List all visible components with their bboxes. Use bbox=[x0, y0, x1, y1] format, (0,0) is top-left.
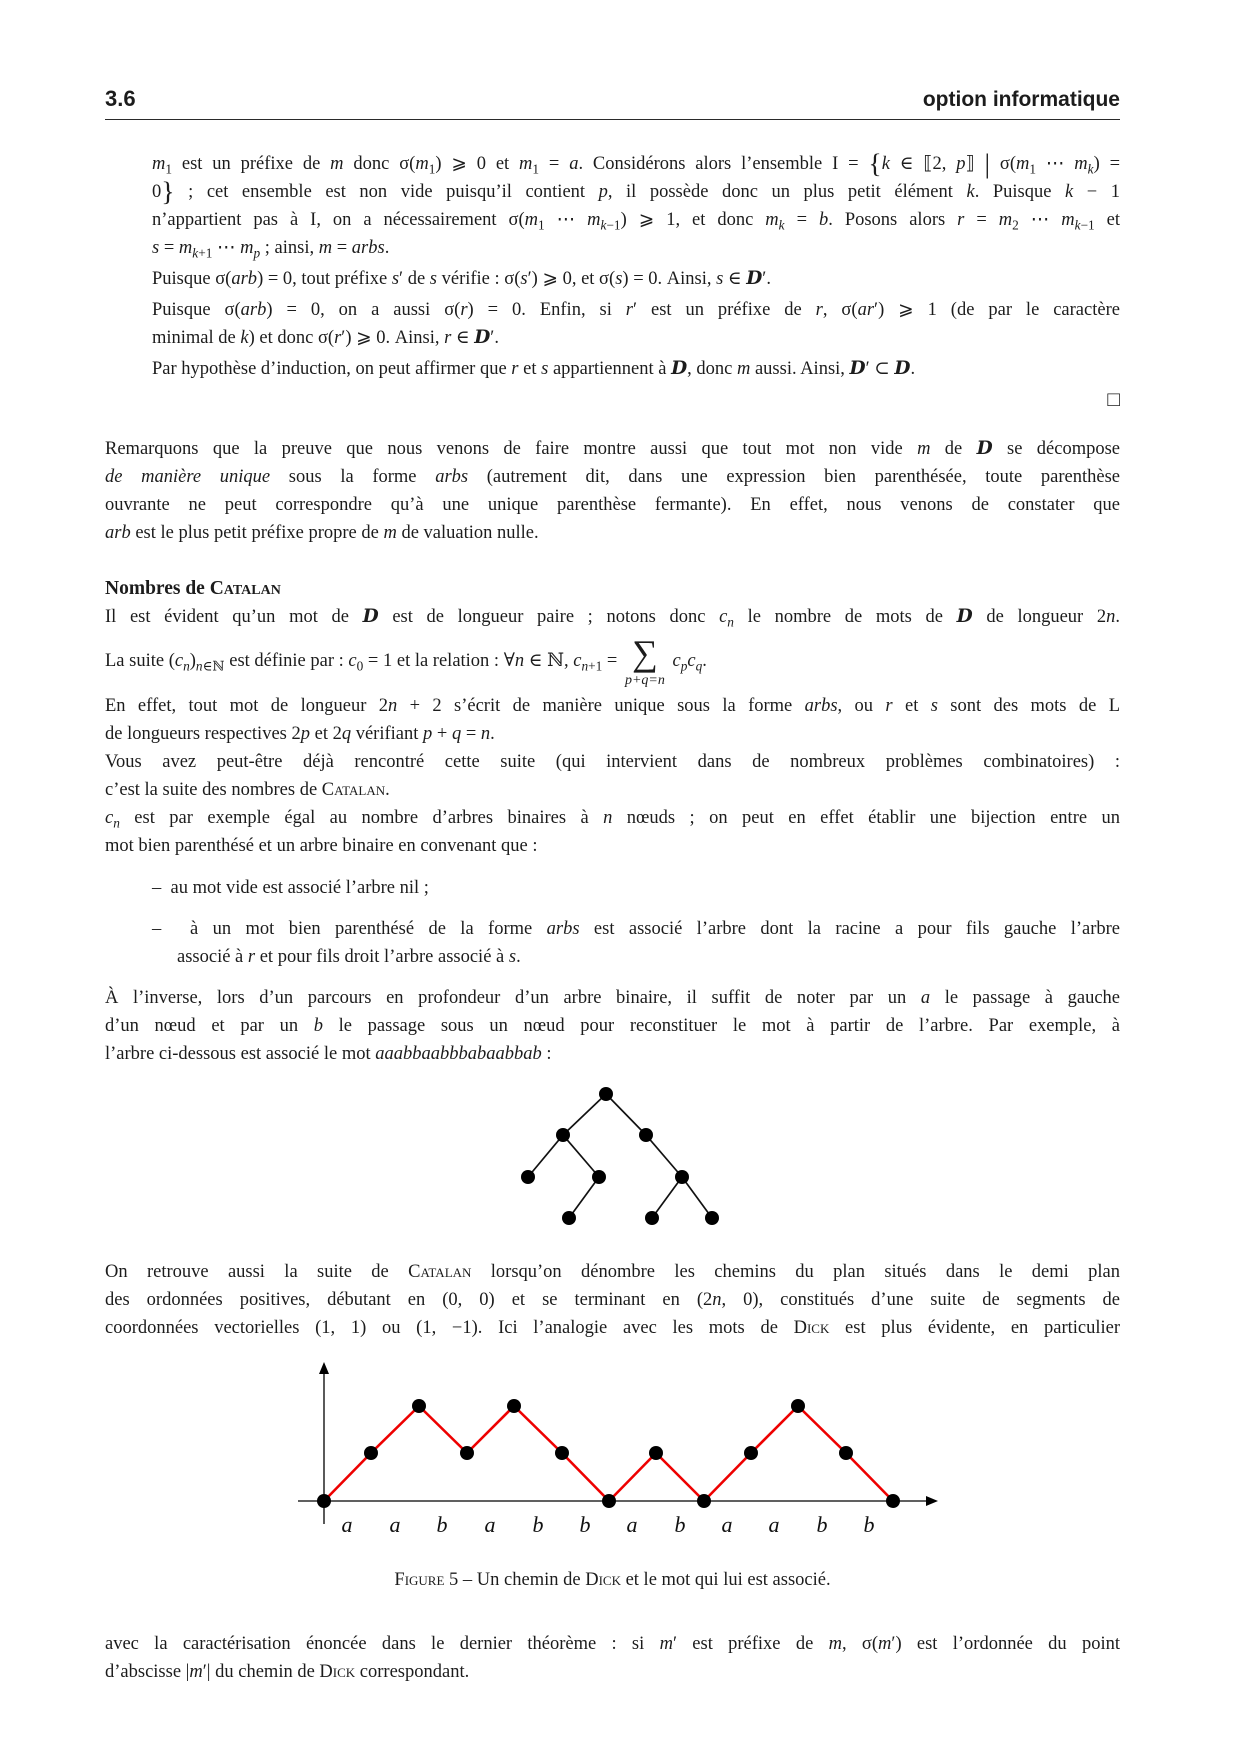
step-label: b bbox=[674, 1512, 686, 1537]
section-number: 3.6 bbox=[105, 86, 136, 111]
step-label: a bbox=[389, 1512, 401, 1537]
text-line: ouvrante ne peut correspondre qu’à une unique parenthèse fermante). En effet, nous venons de constater que bbox=[105, 495, 1120, 516]
step-label: b bbox=[532, 1512, 544, 1537]
figure-caption: Figure 5 – Un chemin de Dick et le mot qui lui est associé. bbox=[394, 1570, 831, 1591]
text-line: avec la caractérisation énoncée dans le dernier théorème : si m′ est préfixe de m, σ(m′) est l’ordonnée du point bbox=[105, 1634, 1120, 1655]
tree-edge bbox=[563, 1094, 606, 1135]
path-segment bbox=[467, 1406, 514, 1453]
header-rule bbox=[105, 119, 1120, 120]
tree-node-RR bbox=[675, 1170, 689, 1184]
path-node-3 bbox=[460, 1446, 474, 1460]
path-node-5 bbox=[555, 1446, 569, 1460]
path-segment bbox=[704, 1453, 751, 1501]
path-node-4 bbox=[507, 1399, 521, 1413]
step-label: a bbox=[721, 1512, 733, 1537]
path-segment bbox=[846, 1453, 893, 1501]
tree-node-RRL bbox=[645, 1211, 659, 1225]
path-segment bbox=[751, 1406, 798, 1453]
text-line: On retrouve aussi la suite de Catalan lorsqu’on dénombre les chemins du plan situés dans le demi plan bbox=[105, 1262, 1120, 1283]
dyck-path-figure bbox=[292, 1358, 948, 1536]
tree-node-root bbox=[599, 1087, 613, 1101]
path-node-6 bbox=[602, 1494, 616, 1508]
tree-edge bbox=[652, 1177, 682, 1218]
path-segment bbox=[419, 1406, 467, 1453]
text-column bbox=[105, 0, 1120, 1686]
text-line: des ordonnées positives, débutant en (0, 0) et se terminant en (2n, 0), constitués d’une suite de segments de bbox=[105, 1290, 1120, 1311]
step-label: a bbox=[626, 1512, 638, 1537]
path-segment bbox=[609, 1453, 656, 1501]
path-node-1 bbox=[364, 1446, 378, 1460]
x-axis-arrow bbox=[926, 1496, 938, 1506]
tree-node-LRL bbox=[562, 1211, 576, 1225]
text-line: minimal de k) et donc σ(r′) ⩾ 0. Ainsi, r ∈ D′. bbox=[152, 327, 499, 349]
tree-node-R bbox=[639, 1128, 653, 1142]
text-line: $s = m_{k+1}$ ⋯ $m_p$ ; ainsi, m = arbs. bbox=[152, 238, 390, 261]
step-label: b bbox=[816, 1512, 828, 1537]
text-line: $m_1$ est un préfixe de m donc $\sigma(m_1)$ ⩾ 0 et $m_1 = a$. Considérons alors l’ensemble I = {k ∈ ⟦2, p⟧ | $\sigma(m_1$ ⋯ $m_k$) = bbox=[152, 148, 1121, 180]
text-line: – au mot vide est associé l’arbre nil ; bbox=[152, 878, 429, 899]
text-line: 0} ; cet ensemble est non vide puisqu’il contient p, il possède donc un plus petit élément k. Puisque k − 1 bbox=[152, 176, 1120, 208]
path-segment bbox=[656, 1453, 704, 1501]
text-line: l’arbre ci-dessous est associé le mot aaabbaabbbabaabbab : bbox=[105, 1044, 552, 1065]
path-node-10 bbox=[791, 1399, 805, 1413]
step-label: a bbox=[768, 1512, 780, 1537]
text-line: Il est évident qu’un mot de D est de longueur paire ; notons donc $c_n$ le nombre de mots de D de longueur 2n. bbox=[105, 606, 1120, 630]
tree-edge bbox=[682, 1177, 712, 1218]
step-label: b bbox=[436, 1512, 448, 1537]
path-node-9 bbox=[744, 1446, 758, 1460]
path-node-11 bbox=[839, 1446, 853, 1460]
text-line: d’abscisse |m′| du chemin de Dick correspondant. bbox=[105, 1662, 470, 1683]
text-line: – à un mot bien parenthésé de la forme arbs est associé l’arbre dont la racine a pour fils gauche l’arbre bbox=[152, 919, 1121, 940]
tree-node-LL bbox=[521, 1170, 535, 1184]
text-line: Puisque σ(arb) = 0, tout préfixe s′ de s vérifie : σ(s′) ⩾ 0, et σ(s) = 0. Ainsi, s ∈ D′. bbox=[152, 268, 771, 290]
step-label: a bbox=[341, 1512, 353, 1537]
path-segment bbox=[562, 1453, 609, 1501]
text-line: c’est la suite des nombres de Catalan. bbox=[105, 780, 390, 801]
tree-edge bbox=[569, 1177, 599, 1218]
text-line: associé à r et pour fils droit l’arbre associé à s. bbox=[177, 947, 521, 968]
text-line: de manière unique sous la forme arbs (autrement dit, dans une expression bien parenthésée, toute parenthèse bbox=[105, 467, 1120, 488]
tree-node-RRR bbox=[705, 1211, 719, 1225]
path-segment bbox=[324, 1453, 371, 1501]
text-line: n’appartient pas à I, on a nécessairement $\sigma(m_1$ ⋯ $m_{k-1}$) ⩾ 1, et donc $m_k = b$. Posons alors $r = m_2$ ⋯ $m_{k-1}$ et bbox=[152, 210, 1120, 233]
path-segment bbox=[371, 1406, 419, 1453]
tree-edge bbox=[646, 1135, 682, 1177]
content-middle bbox=[105, 1258, 1120, 1342]
text-line: mot bien parenthésé et un arbre binaire en convenant que : bbox=[105, 836, 538, 857]
text-line: Puisque σ(arb) = 0, on a aussi σ(r) = 0. Enfin, si r′ est un préfixe de r, σ(ar′) ⩾ 1 (de par le caractère bbox=[152, 300, 1120, 321]
tree-node-LR bbox=[592, 1170, 606, 1184]
text-line: d’un nœud et par un b le passage sous un nœud pour reconstituer le mot à partir de l’arbre. Par exemple, à bbox=[105, 1016, 1120, 1037]
tree-edge bbox=[606, 1094, 646, 1135]
section-heading: Nombres de Catalan bbox=[105, 578, 281, 600]
text-line: Par hypothèse d’induction, on peut affirmer que r et s appartiennent à D, donc m aussi. Ainsi, D′ ⊂ D. bbox=[152, 358, 916, 380]
text-line: En effet, tout mot de longueur 2n + 2 s’écrit de manière unique sous la forme arbs, ou r et s sont des mots de L bbox=[105, 696, 1121, 717]
text-line: Remarquons que la preuve que nous venons de faire montre aussi que tout mot non vide m de D se décompose bbox=[105, 438, 1120, 460]
path-node-12 bbox=[886, 1494, 900, 1508]
header-title: option informatique bbox=[922, 88, 1120, 111]
path-node-0 bbox=[317, 1494, 331, 1508]
catalan-recurrence-formula: La suite $(c_n)_{n\in ℕ}$ est définie par : $c_0 = 1$ et la relation : ∀n ∈ ℕ, $c_{n+1}$ = ∑ p+q=n $c_pc_q$. bbox=[105, 633, 707, 689]
step-label: b bbox=[863, 1512, 875, 1537]
path-segment bbox=[798, 1406, 846, 1453]
text-line: de longueurs respectives 2p et 2q vérifiant p + q = n. bbox=[105, 724, 495, 745]
path-segment bbox=[514, 1406, 562, 1453]
tree-node-L bbox=[556, 1128, 570, 1142]
y-axis-arrow bbox=[319, 1362, 329, 1374]
text-line: arb est le plus petit préfixe propre de m de valuation nulle. bbox=[105, 523, 539, 544]
text-line: coordonnées vectorielles (1, 1) ou (1, −1). Ici l’analogie avec les mots de Dick est plus évidente, en particulier bbox=[105, 1318, 1120, 1339]
text-line: Vous avez peut-être déjà rencontré cette suite (qui intervient dans de nombreux problèmes combinatoires) : bbox=[105, 752, 1120, 773]
content-top bbox=[105, 150, 1120, 1068]
step-label: a bbox=[484, 1512, 496, 1537]
tree-edge bbox=[528, 1135, 563, 1177]
binary-tree-figure bbox=[496, 1080, 730, 1234]
qed-box: □ bbox=[1107, 387, 1120, 412]
path-node-2 bbox=[412, 1399, 426, 1413]
path-node-7 bbox=[649, 1446, 663, 1460]
page-header bbox=[105, 0, 1120, 112]
text-line: $c_n$ est par exemple égal au nombre d’arbres binaires à n nœuds ; on peut en effet établir une bijection entre un bbox=[105, 808, 1120, 831]
content-bottom bbox=[105, 1566, 1120, 1686]
path-node-8 bbox=[697, 1494, 711, 1508]
tree-edge bbox=[563, 1135, 599, 1177]
text-line: À l’inverse, lors d’un parcours en profondeur d’un arbre binaire, il suffit de noter par un a le passage à gauche bbox=[105, 988, 1121, 1009]
step-label: b bbox=[579, 1512, 591, 1537]
